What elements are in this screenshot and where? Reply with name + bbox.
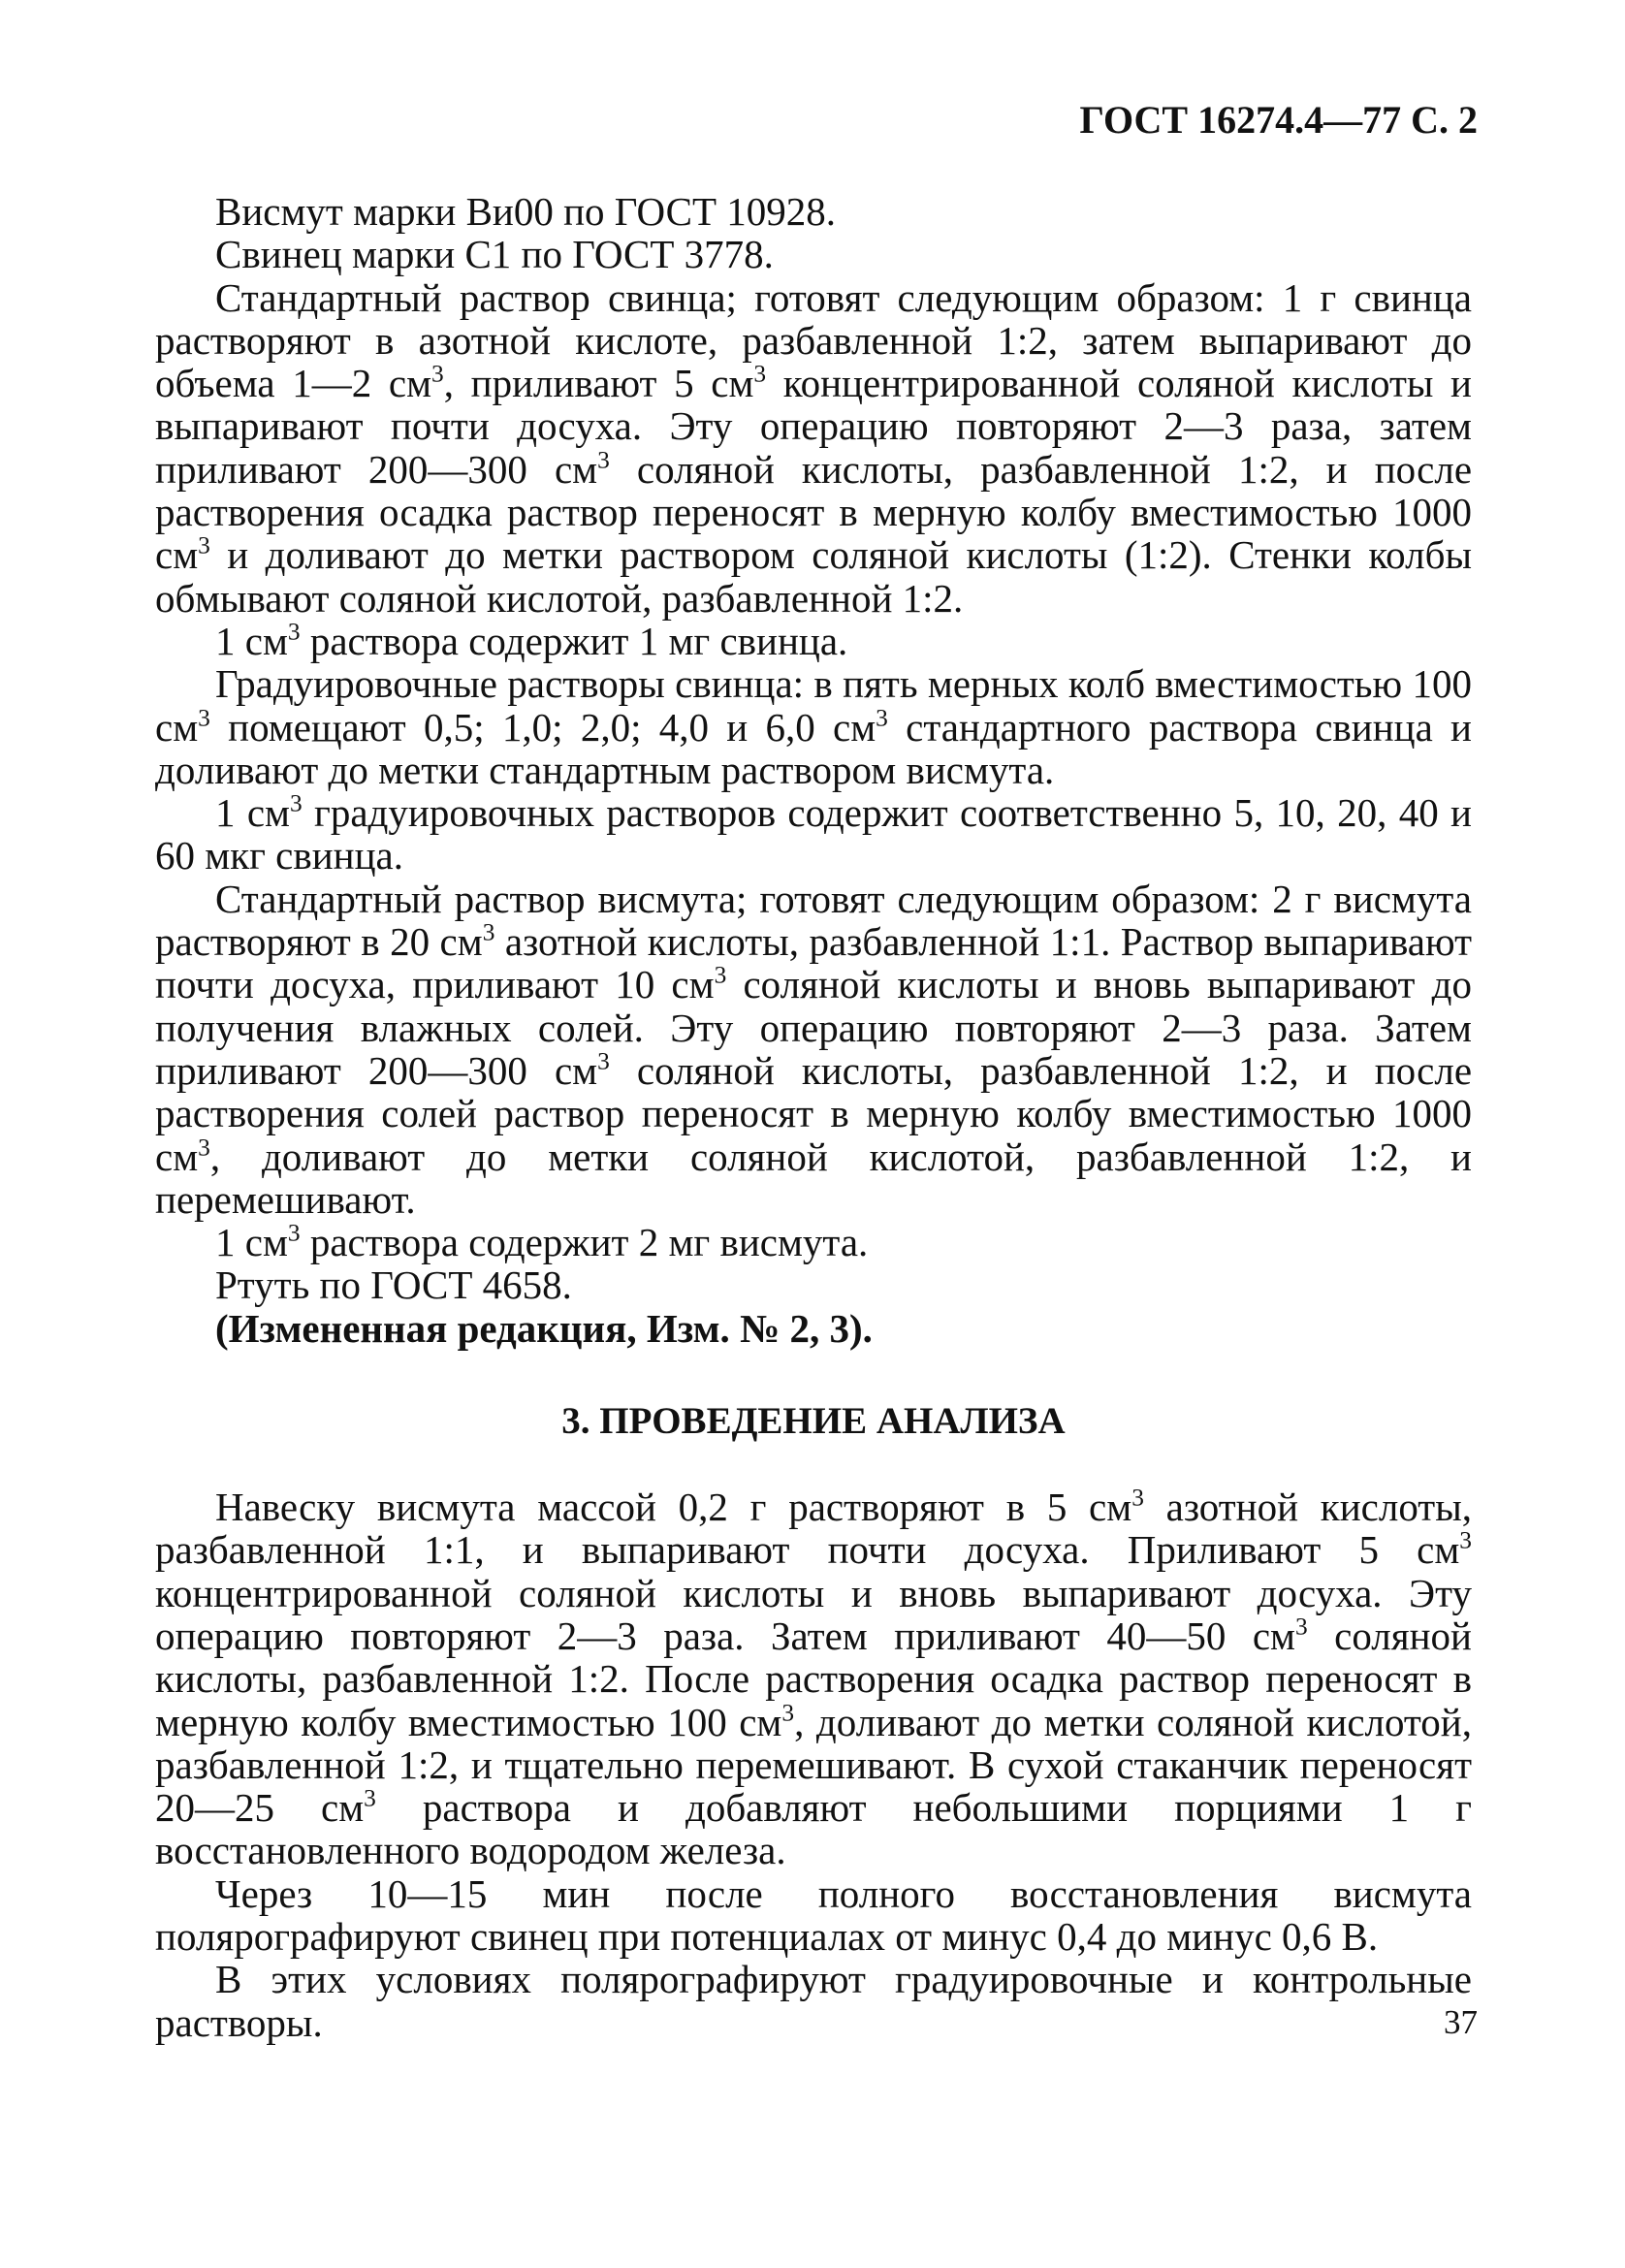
paragraph-lead-concentration: 1 $см^3$ раствора содержит 1 мг свинца. <box>215 618 848 663</box>
page-content <box>155 190 1472 2044</box>
document-header: ГОСТ 16274.4—77 С. 2 <box>1079 98 1478 142</box>
paragraph-bismuth-standard-solution: Стандартный раствор висмута; готовят следующим образом: 2 г висмута растворяют в 20 $см^3$ азотной кислоты, разбавленной 1:1. Раствор выпаривают почти досуха, приливают 10 $см^3$ соляной кислоты и вновь выпаривают до получения влажных солей. Эту операцию повторяют 2—3 раза. Затем приливают 200—300 $см^3$ соляной кислоты, разбавленной 1:2, и после растворения солей раствор переносят в мерную колбу вместимостью 1000 $см^3$, доливают до метки соляной кислотой, разбавленной 1:2, и перемешивают. <box>155 876 1473 1222</box>
paragraph-calibration-concentration: 1 $см^3$ градуировочных растворов содержит соответственно 5, 10, 20, 40 и 60 мкг свинца. <box>155 789 1472 878</box>
paragraph-analysis-procedure: Навеску висмута массой 0,2 г растворяют в 5 $см^3$ азотной кислоты, разбавленной 1:1, и выпаривают почти досуха. Приливают 5 $см^3$ концентрированной соляной кислоты и вновь выпаривают досуха. Эту операцию повторяют 2—3 раза. Затем приливают 40—50 $см^3$ соляной кислоты, разбавленной 1:2. После растворения осадка раствор переносят в мерную колбу вместимостью 100 $см^3$, доливают до метки соляной кислотой, разбавленной 1:2, и тщательно перемешивают. В сухой стаканчик переносят 20—25 $см^3$ раствора и добавляют небольшими порциями 1 г восстановленного водородом железа. <box>155 1484 1473 1873</box>
section-title: 3. ПРОВЕДЕНИЕ АНАЛИЗА <box>561 1400 1066 1443</box>
paragraph-conditions: В этих условиях полярографируют градуировочные и контрольные растворы. <box>155 1957 1472 2045</box>
paragraph-bismuth-grade: Висмут марки Ви00 по ГОСТ 10928. <box>215 189 836 234</box>
paragraph-mercury: Ртуть по ГОСТ 4658. <box>215 1262 572 1308</box>
revision-note: (Измененная редакция, Изм. № 2, 3). <box>215 1305 873 1351</box>
paragraph-lead-standard-solution: Стандартный раствор свинца; готовят следующим образом: 1 г свинца растворяют в азотной кислоте, разбавленной 1:2, затем выпаривают до объема 1—2 $см^3$, приливают 5 $см^3$ концентрированной соляной кислоты и выпаривают почти досуха. Эту операцию повторяют 2—3 раза, затем приливают 200—300 $см^3$ соляной кислоты, разбавленной 1:2, и после растворения осадка раствор переносят в мерную колбу вместимостью 1000 $см^3$ и доливают до метки раствором соляной кислоты (1:2). Стенки колбы обмывают соляной кислотой, разбавленной 1:2. <box>155 274 1473 621</box>
paragraph-bismuth-concentration: 1 $см^3$ раствора содержит 2 мг висмута. <box>215 1219 869 1265</box>
paragraph-lead-grade: Свинец марки С1 по ГОСТ 3778. <box>215 232 774 277</box>
paragraph-calibration-solutions: Градуировочные растворы свинца: в пять мерных колб вместимостью 100 $см^3$ помещают 0,5; 1,0; 2,0; 4,0 и 6,0 $см^3$ стандартного раствора свинца и доливают до метки стандартным раствором висмута. <box>155 661 1472 792</box>
page-number: 37 <box>1444 2003 1478 2041</box>
paragraph-polarography: Через 10—15 мин после полного восстановления висмута полярографируют свинец при потенциалах от минус 0,4 до минус 0,6 В. <box>155 1870 1472 1959</box>
